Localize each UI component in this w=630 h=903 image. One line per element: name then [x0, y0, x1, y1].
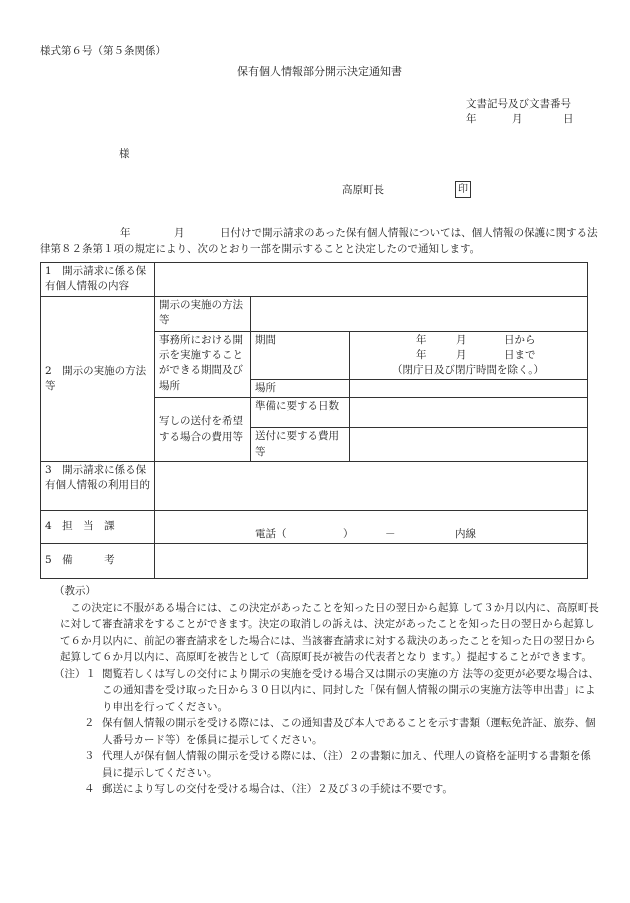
place-value[interactable] [350, 380, 588, 398]
postage-value[interactable] [350, 428, 588, 461]
note-item-1 [40, 666, 600, 716]
date-year: 年 [466, 113, 477, 125]
phone-dash: － [385, 527, 396, 540]
period-from-month: 月 [456, 334, 467, 346]
instructions-section [40, 583, 600, 798]
instructions-heading: （教示） [54, 585, 96, 597]
form-number: 様式第６号（第５条関係） [40, 45, 166, 57]
sender-name: 高原町長 [342, 184, 384, 196]
date-month: 月 [512, 113, 523, 125]
prep-days-value[interactable] [350, 398, 588, 428]
phone-close: ） [343, 527, 354, 540]
copy-label: 写しの送付を希望する場合の費用等 [155, 398, 251, 461]
intro-month: 月 [174, 227, 185, 239]
seal-mark [455, 181, 471, 198]
issue-date [466, 112, 574, 127]
row1-label: 1 開示請求に係る保有個人情報の内容 [41, 263, 155, 297]
intro-text-1: 日付けで開示請求のあった保有個人情報については、個人情報の保護に関する法 [220, 227, 598, 239]
note-item-4 [40, 781, 600, 798]
period-label: 期間 [251, 332, 350, 380]
document-title: 保有個人情報部分開示決定通知書 [237, 65, 402, 78]
row5-value[interactable] [155, 543, 588, 578]
seal-box: 印 [455, 181, 471, 198]
place-label: 場所 [251, 380, 350, 398]
note-item-2 [40, 715, 600, 748]
period-value [350, 332, 588, 380]
period-note: （閉庁日及び閉庁時間を除く。） [392, 364, 545, 376]
postage-label: 送付に要する費用等 [251, 428, 350, 461]
prep-days-label: 準備に要する日数 [251, 398, 350, 428]
note-number-4: ４ [84, 783, 95, 795]
note-number-1: （注）１ [54, 667, 96, 680]
note-number-3: ３ [84, 750, 95, 762]
recipient-suffix: 様 [119, 148, 130, 160]
row4-label: 4 担 当 課 [41, 510, 155, 543]
row3-value[interactable] [155, 461, 588, 510]
instructions-body: この決定に不服がある場合には、この決定があったことを知った日の翌日から起算 して３か月以内に、高原町長に対して審査請求をすることができます。決定の取消しの訴えは、決定があったことを知った日の翌日から起算して６か月以内に、前記の審査請求をした場合には、当該審査請求に対する裁決のあったことを知った日の翌日から起算して６か月以内に、高原町を被告として（高原町長が被告の代表者となり ます。）提起することができます。 [60, 601, 599, 663]
row1-value[interactable] [155, 263, 588, 297]
row3-label: 3 開示請求に係る保有個人情報の利用目的 [41, 461, 155, 510]
row4-value [155, 510, 588, 543]
method-value[interactable] [251, 297, 588, 332]
phone-label: 電話（ [255, 527, 287, 540]
period-from-year: 年 [416, 334, 427, 346]
period-to-year: 年 [416, 349, 427, 361]
intro-year: 年 [120, 227, 131, 239]
note-item-3 [40, 748, 600, 781]
disclosure-table [40, 262, 588, 579]
doc-number-label: 文書記号及び文書番号 [466, 98, 571, 110]
row5-label: 5 備 考 [41, 543, 155, 578]
intro-line-2: 律第８２条第１項の規定により、次のとおり一部を開示することと決定したので通知します。 [40, 243, 481, 255]
office-label: 事務所における開示を実施することができる期間及び場所 [155, 332, 251, 398]
date-day: 日 [563, 113, 574, 125]
note-number-2: ２ [84, 717, 95, 729]
extension-label: 内線 [455, 527, 476, 540]
method-label: 開示の実施の方法等 [155, 297, 251, 332]
note-text-1: 閲覧若しくは写しの交付により開示の実施を受ける場合又は開示の実施の方 法等の変更が必要な場合は、この通知書を受け取った日から３０日以内に、同封した「保有個人情報の開示の実施方法等申出書」により申出を行ってください。 [102, 667, 599, 713]
period-from-day: 日から [504, 334, 536, 346]
row2-label: 2 開示の実施の方法等 [41, 297, 155, 462]
note-text-2: 保有個人情報の開示を受ける際には、この通知書及び本人であることを示す書類（運転免許証、旅券、個人番号カード等）を係員に提示してください。 [102, 717, 596, 746]
period-to-month: 月 [456, 349, 467, 361]
period-to-day: 日まで [504, 349, 536, 361]
note-text-3: 代理人が保有個人情報の開示を受ける際には、（注）２の書類に加え、代理人の資格を証明する書類を係員に提示してください。 [102, 750, 591, 779]
note-text-4: 郵送により写しの交付を受ける場合は、（注）２及び３の手続は不要です。 [102, 783, 453, 795]
